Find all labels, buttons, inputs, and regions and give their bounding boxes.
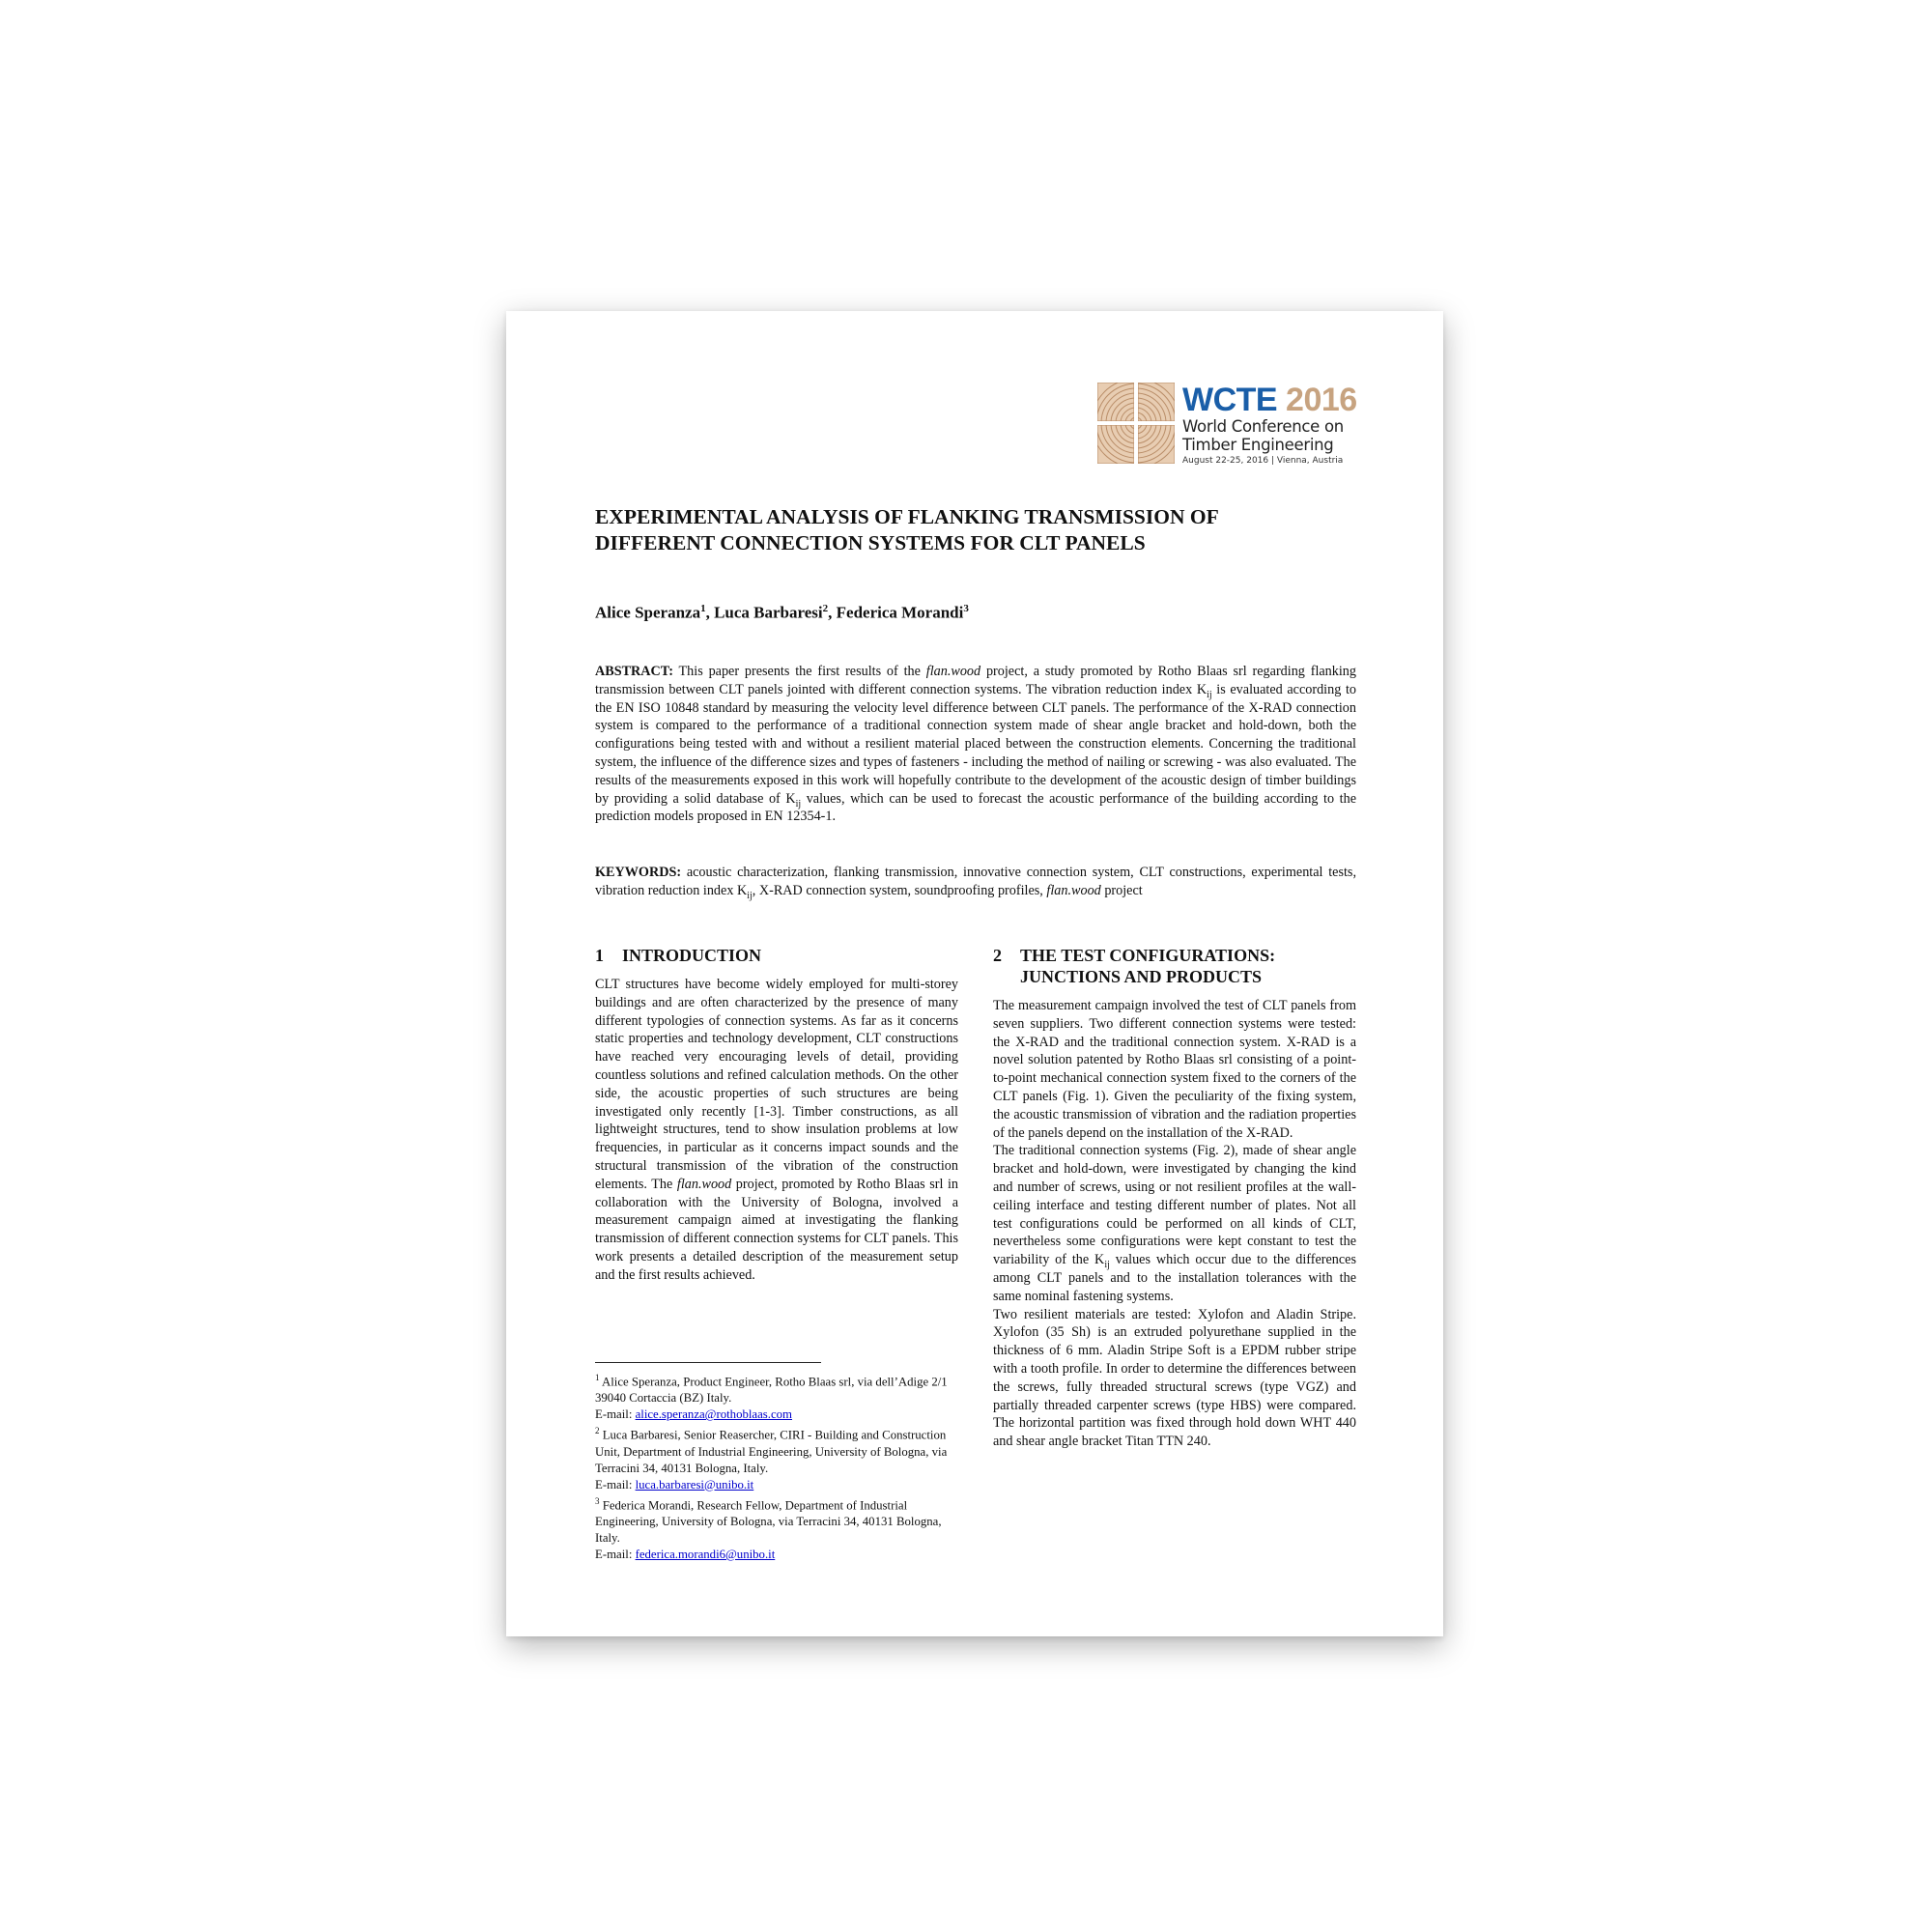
author-affiliation-marker: 3	[963, 603, 969, 614]
abstract-text: project, a study promoted by Rotho Blaas srl regarding flanking transmission between CLT panels jointed with different connection systems. The vibration reduction index K	[595, 664, 1356, 697]
abstract-text: This paper presents the first results of the	[672, 664, 926, 679]
logo-year: 2016	[1286, 382, 1357, 418]
logo-line1: World Conference on	[1182, 417, 1344, 436]
title-line-2: DIFFERENT CONNECTION SYSTEMS FOR CLT PANELS	[595, 531, 1146, 554]
email-label: E-mail:	[595, 1477, 636, 1492]
abstract-label: ABSTRACT:	[595, 664, 673, 679]
email-link[interactable]: alice.speranza@rothoblaas.com	[635, 1407, 793, 1422]
footnote-text: Alice Speranza, Product Engineer, Rotho Blaas srl, via dell’Adige 2/1 39040 Cortaccia (BZ) Italy.	[595, 1375, 948, 1406]
left-column	[595, 945, 958, 1561]
email-label: E-mail:	[595, 1407, 636, 1422]
keywords-text: acoustic characterization, flanking transmission, innovative connection system, CLT constructions, experimental tests, vibration reduction index K	[595, 865, 1356, 898]
abstract	[595, 663, 1356, 826]
author-separator: ,	[828, 603, 837, 622]
author-separator: ,	[705, 603, 715, 622]
keywords-text: , X-RAD connection system, soundproofing profiles,	[752, 882, 1047, 898]
test-config-paragraph	[993, 1142, 1356, 1305]
subscript: ij	[795, 798, 802, 810]
footnote	[595, 1493, 958, 1563]
footnote-text: Federica Morandi, Research Fellow, Department of Industrial Engineering, University of Bologna, via Terracini 34, 40131 Bologna, Italy.	[595, 1497, 942, 1545]
section-title: INTRODUCTION	[622, 946, 762, 965]
paragraph-text: project, promoted by Rotho Blaas srl in collaboration with the University of Bologna, involved a measurement campaign aimed at investigating the flanking transmission of different connection systems for CLT panels. This work presents a detailed description of the measurement setup and the first results achieved.	[595, 1176, 958, 1283]
paragraph-text: CLT structures have become widely employed for multi-storey buildings and are often characterized by the presence of many different typologies of connection systems. As far as it concerns static properties and technology development, CLT constructions have reached very encouraging levels of detail, providing countless solutions and refined calculation methods. On the other side, the acoustic properties of such structures are being investigated only recently [1-3]. Timber constructions, as all lightweight structures, tend to show insulation problems at low frequencies, in particular as it concerns impact sounds and the structural transmission of the vibration of the construction elements. The	[595, 977, 958, 1192]
author-affiliation-marker: 1	[700, 603, 706, 614]
author-name: Alice Speranza	[595, 603, 701, 622]
abstract-text: is evaluated according to the EN ISO 10848 standard by measuring the velocity level difference between CLT panels. The performance of the X-RAD connection system is compared to the performance of a traditional connection system made of shear angle bracket and hold-down, both the configurations being tested with and without a resilient material placed between the construction elements. Concerning the traditional system, the influence of the difference sizes and types of fasteners - including the method of nailing or screwing - was also evaluated. The results of the measurements exposed in this work will hopefully contribute to the development of the acoustic design of timber buildings by providing a solid database of K	[595, 681, 1356, 807]
logo-dates: August 22-25, 2016 | Vienna, Austria	[1182, 456, 1344, 466]
section-title-line: JUNCTIONS AND PRODUCTS	[1020, 967, 1263, 986]
author-list	[595, 598, 1368, 624]
timber-rings-logo-icon	[1097, 383, 1175, 464]
email-link[interactable]: luca.barbaresi@unibo.it	[635, 1477, 754, 1492]
paper-page	[506, 311, 1443, 1636]
abstract-text: values, which can be used to forecast the acoustic performance of the building according to the prediction models proposed in EN 12354-1.	[595, 790, 1356, 825]
keywords-label: KEYWORDS:	[595, 865, 682, 880]
project-name: flan.wood	[676, 1176, 732, 1192]
section-number: 2	[993, 946, 1002, 965]
test-config-paragraph: Two resilient materials are tested: Xylofon and Aladin Stripe. Xylofon (35 Sh) is an extruded polyurethane supplied in the thickness of 6 mm. Aladin Stripe Soft is a EPDM rubber stripe with a tooth profile. In order to determine the differences between the screws, fully threaded structural screws (type VGZ) and partially threaded carpenter screws (type HBS) were compared. The horizontal partition was fixed through hold down WHT 440 and shear angle bracket Titan TTN 240.	[993, 1306, 1356, 1450]
section-title	[1020, 945, 1275, 987]
email-link[interactable]: federica.morandi6@unibo.it	[635, 1547, 776, 1561]
keywords-text: project	[1100, 882, 1143, 898]
project-name: flan.wood	[925, 664, 981, 679]
author-name: Federica Morandi	[836, 603, 964, 622]
footnote	[595, 1423, 958, 1492]
right-column	[993, 945, 1356, 1451]
subscript: ij	[1207, 689, 1212, 700]
paragraph-text: The traditional connection systems (Fig. 2), made of shear angle bracket and hold-down, were investigated by changing the kind and number of screws, using or not resilient profiles at the wall-ceiling interface and testing different number of plates. Not all test configurations could be performed on all kinds of CLT, nevertheless some configurations were kept constant to test the variability of the K	[993, 1143, 1356, 1268]
section-title-line: THE TEST CONFIGURATIONS:	[1020, 946, 1276, 965]
footnote	[595, 1370, 958, 1423]
test-config-paragraph: The measurement campaign involved the test of CLT panels from seven suppliers. Two different connection systems were tested: the X-RAD and the traditional connection system. X-RAD is a novel solution patented by Rotho Blaas srl consisting of a point-to-point mechanical connection system fixed to the corners of the CLT panels (Fig. 1). Given the peculiarity of the fixing system, the acoustic transmission of vibration and the radiation properties of the panels depend on the installation of the X-RAD.	[993, 998, 1356, 1141]
section-heading-test-configurations	[993, 945, 1356, 987]
logo-line2: Timber Engineering	[1182, 436, 1334, 454]
logo-acronym: WCTE	[1182, 382, 1278, 418]
keywords	[595, 864, 1356, 900]
footnote-text: Luca Barbaresi, Senior Reasercher, CIRI - Building and Construction Unit, Department of Industrial Engineering, University of Bologna, via Terracini 34, 40131 Bologna, Italy.	[595, 1428, 948, 1475]
author-name: Luca Barbaresi	[714, 603, 823, 622]
footnote-marker: 1	[595, 1373, 600, 1382]
footnote-divider	[595, 1362, 821, 1363]
paper-title	[595, 504, 1368, 556]
introduction-paragraph	[595, 976, 958, 1285]
footnotes	[595, 1370, 958, 1563]
footnote-marker: 2	[595, 1426, 600, 1436]
section-heading-introduction	[595, 945, 958, 966]
email-label: E-mail:	[595, 1547, 636, 1561]
subscript: ij	[1104, 1259, 1110, 1270]
wcte-logo	[1097, 383, 1358, 469]
project-name: flan.wood	[1046, 882, 1101, 898]
title-line-1: EXPERIMENTAL ANALYSIS OF FLANKING TRANSMISSION OF	[595, 505, 1219, 528]
paragraph-text: values which occur due to the differences among CLT panels and to the installation tolerances with the same nominal fastening systems.	[993, 1252, 1356, 1304]
section-number: 1	[595, 946, 604, 965]
subscript: ij	[747, 890, 753, 901]
footnote-marker: 3	[595, 1495, 600, 1506]
author-affiliation-marker: 2	[822, 603, 829, 614]
